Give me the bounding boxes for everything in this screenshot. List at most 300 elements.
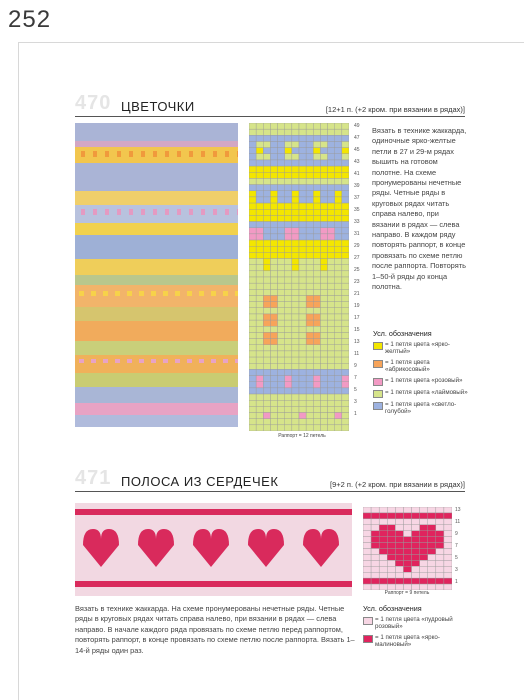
chart-cell [328,160,335,166]
chart-cell [320,271,327,277]
chart-cell [256,185,263,191]
legend-item [373,401,469,416]
chart-cell [363,513,371,519]
chart-cell [320,240,327,246]
chart-cell [249,345,256,351]
chart-cell [313,209,320,215]
chart-cell [420,560,428,566]
chart-cell [444,543,452,549]
chart-cell [299,357,306,363]
chart-cell [328,425,335,431]
chart-cell [306,234,313,240]
chart-cell [313,172,320,178]
chart-cell [428,525,436,531]
chart-cell [292,308,299,314]
chart-cell [249,283,256,289]
chart-cell [379,549,387,555]
chart-cell [342,369,349,375]
chart-cell [335,209,342,215]
legend-text: = 1 петля цвета «ярко-желтый» [385,341,450,356]
chart-cell [263,160,270,166]
chart-cell [403,549,411,555]
chart-cell [256,277,263,283]
chart-cell [263,413,270,419]
chart-cell [278,320,285,326]
chart-cell [299,228,306,234]
chart-cell [436,525,444,531]
chart-cell [270,376,277,382]
chart-cell [299,400,306,406]
chart-cell [292,376,299,382]
chart-cell [379,543,387,549]
chart-cell [278,283,285,289]
chart-cell [249,246,256,252]
chart-cell [256,160,263,166]
chart-cell [306,326,313,332]
knit-stripe [75,581,352,587]
chart-cell [270,413,277,419]
chart-cell [285,283,292,289]
chart-cell [299,141,306,147]
chart-cell [285,295,292,301]
chart-cell [299,166,306,172]
chart-cell [335,234,342,240]
chart-cell [299,222,306,228]
chart-cell [387,537,395,543]
chart-cell [420,566,428,572]
chart-cell [270,289,277,295]
chart-cell [412,537,420,543]
row-label: 27 [354,255,360,261]
chart-cell [263,376,270,382]
chart-cell [263,271,270,277]
row-label: 41 [354,171,360,177]
chart-cell [363,566,371,572]
row-label: 25 [354,267,360,273]
chart-cell [313,277,320,283]
chart-cell [335,425,342,431]
chart-cell [342,320,349,326]
chart-cell [403,519,411,525]
chart-cell [320,289,327,295]
chart-cell [306,123,313,129]
legend-item [373,341,469,356]
chart-cell [278,123,285,129]
chart-cell [256,283,263,289]
chart-cell [249,302,256,308]
chart-cell [328,382,335,388]
knit-flower [187,291,192,296]
chart-cell [342,209,349,215]
chart-cell [313,388,320,394]
chart-cell [299,345,306,351]
chart-cell [342,271,349,277]
chart-cell [292,400,299,406]
chart-cell [328,277,335,283]
chart-cell [299,363,306,369]
chart-cell [306,203,313,209]
chart-cell [256,178,263,184]
pattern-471-photo [75,503,352,596]
chart-cell [285,376,292,382]
chart-cell [320,314,327,320]
chart-cell [412,578,420,584]
chart-cell [335,357,342,363]
chart-cell [278,154,285,160]
chart-cell [320,141,327,147]
chart-cell [342,345,349,351]
chart-cell [270,191,277,197]
chart-cell [270,252,277,258]
chart-cell [249,382,256,388]
chart-cell [285,308,292,314]
chart-cell [270,388,277,394]
chart-cell [306,135,313,141]
chart-cell [363,554,371,560]
pattern-471-number: 471 [75,467,112,489]
chart-cell [313,376,320,382]
knit-flower [79,291,84,296]
chart-cell [285,425,292,431]
chart-cell [299,376,306,382]
chart-cell [335,141,342,147]
chart-cell [320,129,327,135]
chart-cell [342,246,349,252]
chart-cell [320,425,327,431]
chart-cell [306,166,313,172]
legend-swatch [373,390,383,398]
chart-cell [270,419,277,425]
chart-cell [379,566,387,572]
chart-cell [249,357,256,363]
chart-cell [395,543,403,549]
chart-cell [256,148,263,154]
knit-flower [81,151,85,157]
chart-cell [306,228,313,234]
chart-cell [249,295,256,301]
chart-cell [278,302,285,308]
chart-cell [363,531,371,537]
legend-text: = 1 петля цвета «ярко-малиновый» [375,633,440,649]
chart-cell [285,135,292,141]
chart-cell [313,406,320,412]
chart-cell [335,302,342,308]
chart-cell [320,406,327,412]
pattern-470-rapport: Раппорт = 12 петель [278,433,326,439]
chart-cell [299,209,306,215]
chart-cell [299,339,306,345]
chart-cell [278,332,285,338]
chart-cell [320,265,327,271]
chart-cell [270,178,277,184]
chart-cell [371,554,379,560]
chart-cell [249,388,256,394]
chart-cell [285,209,292,215]
chart-cell [263,222,270,228]
row-label: 45 [354,147,360,153]
chart-cell [328,376,335,382]
chart-cell [270,135,277,141]
knit-flower [151,291,156,296]
chart-cell [249,234,256,240]
chart-cell [306,160,313,166]
chart-cell [412,531,420,537]
chart-cell [379,507,387,513]
chart-cell [342,425,349,431]
legend-swatch [363,617,373,625]
chart-cell [278,178,285,184]
chart-cell [328,419,335,425]
knit-band [75,141,238,147]
chart-cell [306,277,313,283]
chart-cell [403,537,411,543]
legend-item [373,359,469,374]
chart-cell [249,419,256,425]
chart-cell [328,252,335,258]
chart-cell [403,513,411,519]
chart-cell [292,228,299,234]
chart-cell [313,148,320,154]
chart-cell [249,240,256,246]
chart-cell [292,259,299,265]
knit-band [75,123,238,141]
knit-flower [129,209,133,215]
legend-swatch [373,378,383,386]
chart-cell [379,537,387,543]
chart-cell [328,123,335,129]
chart-cell [256,252,263,258]
chart-cell [387,519,395,525]
chart-cell [335,314,342,320]
chart-cell [263,197,270,203]
chart-cell [328,339,335,345]
knit-flower [105,209,109,215]
chart-cell [320,413,327,419]
chart-cell [320,154,327,160]
chart-cell [306,345,313,351]
chart-cell [278,166,285,172]
knit-band [75,387,238,403]
chart-cell [313,283,320,289]
chart-cell [342,308,349,314]
chart-cell [379,525,387,531]
knit-photo-hearts [75,503,352,596]
chart-cell [270,345,277,351]
chart-cell [363,543,371,549]
chart-cell [285,172,292,178]
chart-cell [270,320,277,326]
chart-cell [328,240,335,246]
chart-cell [320,148,327,154]
chart-cell [249,271,256,277]
chart-cell [328,271,335,277]
chart-cell [270,222,277,228]
knit-flower [115,291,120,296]
pattern-470-chart [249,123,349,436]
chart-cell [342,148,349,154]
chart-cell [320,326,327,332]
chart-cell [420,513,428,519]
chart-cell [371,513,379,519]
chart-cell [292,394,299,400]
knit-flower [235,291,238,296]
chart-cell [328,234,335,240]
chart-cell [320,135,327,141]
chart-cell [285,185,292,191]
chart-cell [335,259,342,265]
chart-cell [403,560,411,566]
page-number-box [0,0,76,42]
chart-cell [285,332,292,338]
chart-cell [256,246,263,252]
chart-cell [263,203,270,209]
chart-cell [342,357,349,363]
chart-cell [306,308,313,314]
chart-cell [278,129,285,135]
chart-cell [335,320,342,326]
chart-cell [256,425,263,431]
chart-cell [278,394,285,400]
chart-cell [335,382,342,388]
knit-flower [201,209,205,215]
chart-cell [285,363,292,369]
chart-cell [363,537,371,543]
legend-text: = 1 петля цвета «пудровый розовый» [375,616,453,631]
chart-cell [249,406,256,412]
chart-cell [292,265,299,271]
chart-cell [285,339,292,345]
chart-cell [256,209,263,215]
chart-cell [320,320,327,326]
chart-cell [342,332,349,338]
chart-cell [299,351,306,357]
chart-cell [313,400,320,406]
chart-cell [299,185,306,191]
chart-cell [313,271,320,277]
chart-cell [249,123,256,129]
chart-cell [263,240,270,246]
chart-cell [320,394,327,400]
chart-cell [299,129,306,135]
chart-cell [278,314,285,320]
chart-cell [328,172,335,178]
chart-cell [263,308,270,314]
knit-flower [153,151,157,157]
chart-cell [379,572,387,578]
chart-cell [263,314,270,320]
legend-text: = 1 петля цвета «светло-голубой» [385,400,457,416]
chart-cell [299,203,306,209]
chart-cell [363,584,371,590]
legend-title: Усл. обозначения [373,329,432,338]
knit-flower [165,151,169,157]
chart-cell [299,314,306,320]
chart-cell [285,271,292,277]
pattern-470-description: Вязать в технике жаккарда, одиночные ярко-желтые петли в 27 и 29-м рядах вышить на готовом полотне. На схеме пронумерованы нечетные ряды. Четные ряды в круговых рядах читать справа налево, при вязании в рядах — слева направо. В каждом ряду повторять раппорт, в конце провязать по схеме петлю после раппорта. Повторять 1–50-й ряды до конца полотна. [372,126,467,292]
chart-cell [313,339,320,345]
chart-cell [313,141,320,147]
chart-cell [320,222,327,228]
chart-cell [256,363,263,369]
chart-cell [256,197,263,203]
chart-cell [285,166,292,172]
chart-cell [342,215,349,221]
chart-cell [335,185,342,191]
knit-band [75,341,238,355]
chart-cell [292,191,299,197]
chart-cell [278,259,285,265]
chart-cell [428,566,436,572]
chart-cell [306,246,313,252]
chart-cell [249,332,256,338]
row-label: 7 [455,543,458,549]
knit-flower [93,151,97,157]
chart-cell [285,197,292,203]
chart-cell [363,525,371,531]
chart-cell [335,345,342,351]
row-label: 1 [354,411,357,417]
chart-cell [299,178,306,184]
chart-cell [292,197,299,203]
chart-cell [313,191,320,197]
chart-cell [299,283,306,289]
chart-cell [249,363,256,369]
chart-cell [285,259,292,265]
chart-cell [335,265,342,271]
knit-stripe [75,509,352,515]
chart-cell [335,351,342,357]
chart-cell [313,215,320,221]
chart-cell [249,135,256,141]
chart-cell [278,160,285,166]
chart-cell [328,178,335,184]
chart-cell [285,222,292,228]
chart-cell [420,572,428,578]
chart-cell [285,154,292,160]
chart-cell [292,215,299,221]
chart-cell [313,357,320,363]
knit-flower [153,209,157,215]
chart-cell [278,289,285,295]
row-label: 7 [354,375,357,381]
row-label: 49 [354,123,360,129]
chart-cell [278,246,285,252]
chart-cell [292,172,299,178]
chart-cell [249,400,256,406]
chart-cell [395,537,403,543]
chart-cell [379,519,387,525]
chart-cell [299,425,306,431]
chart-cell [342,234,349,240]
chart-cell [436,543,444,549]
chart-cell [285,203,292,209]
chart-cell [335,295,342,301]
chart-cell [299,394,306,400]
knit-band [75,163,238,191]
chart-cell [328,369,335,375]
chart-cell [436,507,444,513]
chart-cell [395,572,403,578]
chart-cell [342,259,349,265]
chart-cell [292,148,299,154]
chart-cell [256,259,263,265]
chart-cell [342,382,349,388]
chart-cell [270,172,277,178]
chart-cell [278,277,285,283]
chart-cell [379,513,387,519]
chart-cell [436,513,444,519]
chart-cell [371,566,379,572]
